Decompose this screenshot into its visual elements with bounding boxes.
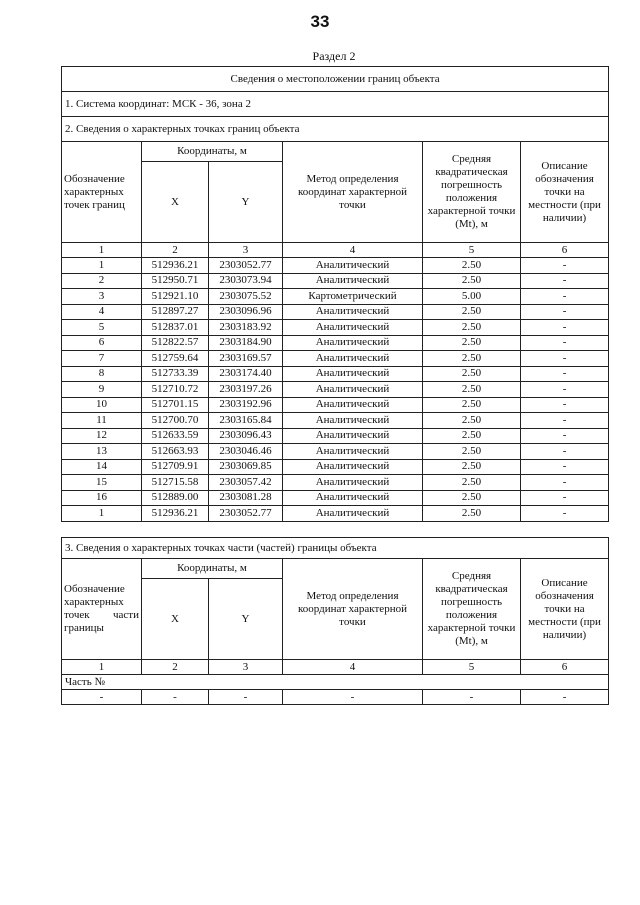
table-row	[62, 413, 609, 429]
method: Аналитический	[283, 304, 423, 320]
point-number: 14	[62, 459, 142, 475]
error: 2.50	[423, 506, 521, 522]
header-coords: Координаты, м	[142, 142, 283, 162]
coord-x: 512733.39	[142, 366, 209, 382]
point-number: 6	[62, 335, 142, 351]
header-error-part: Средняя квадратическая погрешность положения характерной точки (Mt), м	[423, 559, 521, 660]
method: Аналитический	[283, 320, 423, 336]
part-cell: -	[142, 690, 209, 705]
column-number: 3	[209, 243, 283, 258]
description: -	[521, 444, 609, 460]
header-description: Описание обозначения точки на местности (при наличии)	[521, 142, 609, 243]
method: Аналитический	[283, 444, 423, 460]
error: 2.50	[423, 304, 521, 320]
coord-x: 512837.01	[142, 320, 209, 336]
header-method-part: Метод определения координат характерной точки	[283, 559, 423, 660]
table-row	[62, 397, 609, 413]
error: 2.50	[423, 335, 521, 351]
column-number: 1	[62, 660, 142, 675]
description: -	[521, 366, 609, 382]
header-coords-part: Координаты, м	[142, 559, 283, 579]
description: -	[521, 459, 609, 475]
part-label: Часть №	[62, 675, 609, 690]
point-number: 8	[62, 366, 142, 382]
coord-x: 512921.10	[142, 289, 209, 305]
method: Аналитический	[283, 335, 423, 351]
coord-y: 2303052.77	[209, 506, 283, 522]
table-row	[62, 459, 609, 475]
header-description-part: Описание обозначения точки на местности (при наличии)	[521, 559, 609, 660]
method: Аналитический	[283, 273, 423, 289]
method: Аналитический	[283, 382, 423, 398]
page-number: 33	[310, 12, 330, 31]
description: -	[521, 475, 609, 491]
description: -	[521, 335, 609, 351]
error: 2.50	[423, 413, 521, 429]
coord-y: 2303096.43	[209, 428, 283, 444]
section-label: Раздел 2	[312, 49, 356, 63]
point-number: 11	[62, 413, 142, 429]
coord-x: 512710.72	[142, 382, 209, 398]
column-number: 5	[423, 660, 521, 675]
description: -	[521, 413, 609, 429]
table-row	[62, 428, 609, 444]
column-number: 6	[521, 660, 609, 675]
header-designation-part: Обозначение характерных точек части границы	[62, 559, 142, 660]
coord-x: 512936.21	[142, 506, 209, 522]
point-number: 4	[62, 304, 142, 320]
header-x-part: X	[142, 579, 209, 660]
coord-y: 2303073.94	[209, 273, 283, 289]
table-row	[62, 320, 609, 336]
coord-y: 2303192.96	[209, 397, 283, 413]
coord-y: 2303096.96	[209, 304, 283, 320]
boundary-table	[61, 66, 609, 522]
method: Аналитический	[283, 428, 423, 444]
table-row	[62, 304, 609, 320]
coord-y: 2303069.85	[209, 459, 283, 475]
description: -	[521, 320, 609, 336]
table-row	[62, 351, 609, 367]
coord-x: 512897.27	[142, 304, 209, 320]
coord-x: 512633.59	[142, 428, 209, 444]
description: -	[521, 258, 609, 274]
table-title: Сведения о местоположении границ объекта	[62, 67, 609, 92]
table-row	[62, 475, 609, 491]
header-y: Y	[209, 162, 283, 243]
column-number: 4	[283, 660, 423, 675]
table-row	[62, 366, 609, 382]
method: Картометрический	[283, 289, 423, 305]
error: 2.50	[423, 351, 521, 367]
part-cell: -	[283, 690, 423, 705]
description: -	[521, 289, 609, 305]
coord-x: 512889.00	[142, 490, 209, 506]
method: Аналитический	[283, 258, 423, 274]
error: 2.50	[423, 397, 521, 413]
method: Аналитический	[283, 506, 423, 522]
table-row	[62, 273, 609, 289]
section2-title: 2. Сведения о характерных точках границ объекта	[62, 117, 609, 142]
part-cell: -	[521, 690, 609, 705]
method: Аналитический	[283, 459, 423, 475]
header-y-part: Y	[209, 579, 283, 660]
coord-x: 512936.21	[142, 258, 209, 274]
description: -	[521, 382, 609, 398]
table-row	[62, 444, 609, 460]
coord-y: 2303075.52	[209, 289, 283, 305]
error: 2.50	[423, 258, 521, 274]
table-row	[62, 289, 609, 305]
section3-title: 3. Сведения о характерных точках части (частей) границы объекта	[62, 538, 609, 559]
table-row	[62, 258, 609, 274]
coord-y: 2303169.57	[209, 351, 283, 367]
coord-y: 2303174.40	[209, 366, 283, 382]
coord-x: 512709.91	[142, 459, 209, 475]
coord-x: 512663.93	[142, 444, 209, 460]
table-row	[62, 490, 609, 506]
point-number: 10	[62, 397, 142, 413]
header-designation: Обозначение характерных точек границ	[62, 142, 142, 243]
description: -	[521, 304, 609, 320]
error: 2.50	[423, 273, 521, 289]
table-row	[62, 382, 609, 398]
point-number: 2	[62, 273, 142, 289]
coord-y: 2303052.77	[209, 258, 283, 274]
error: 2.50	[423, 382, 521, 398]
description: -	[521, 351, 609, 367]
point-number: 5	[62, 320, 142, 336]
point-number: 12	[62, 428, 142, 444]
description: -	[521, 273, 609, 289]
coord-x: 512715.58	[142, 475, 209, 491]
point-number: 13	[62, 444, 142, 460]
column-number: 5	[423, 243, 521, 258]
column-number: 6	[521, 243, 609, 258]
method: Аналитический	[283, 397, 423, 413]
point-number: 1	[62, 506, 142, 522]
method: Аналитический	[283, 490, 423, 506]
error: 2.50	[423, 366, 521, 382]
method: Аналитический	[283, 475, 423, 491]
coord-y: 2303057.42	[209, 475, 283, 491]
table-row	[62, 506, 609, 522]
description: -	[521, 490, 609, 506]
coord-x: 512822.57	[142, 335, 209, 351]
error: 2.50	[423, 428, 521, 444]
description: -	[521, 428, 609, 444]
description: -	[521, 506, 609, 522]
part-cell: -	[423, 690, 521, 705]
point-number: 1	[62, 258, 142, 274]
point-number: 9	[62, 382, 142, 398]
column-number: 2	[142, 243, 209, 258]
coord-x: 512950.71	[142, 273, 209, 289]
part-boundary-table	[61, 537, 609, 705]
part-cell: -	[62, 690, 142, 705]
table-row	[62, 335, 609, 351]
error: 2.50	[423, 475, 521, 491]
error: 2.50	[423, 490, 521, 506]
coord-x: 512759.64	[142, 351, 209, 367]
description: -	[521, 397, 609, 413]
point-number: 16	[62, 490, 142, 506]
coord-y: 2303046.46	[209, 444, 283, 460]
coord-y: 2303165.84	[209, 413, 283, 429]
method: Аналитический	[283, 351, 423, 367]
header-x: X	[142, 162, 209, 243]
coord-y: 2303183.92	[209, 320, 283, 336]
header-error: Средняя квадратическая погрешность положения характерной точки (Mt), м	[423, 142, 521, 243]
column-number: 4	[283, 243, 423, 258]
error: 2.50	[423, 320, 521, 336]
header-method: Метод определения координат характерной точки	[283, 142, 423, 243]
error: 2.50	[423, 444, 521, 460]
part-cell: -	[209, 690, 283, 705]
error: 2.50	[423, 459, 521, 475]
coord-x: 512700.70	[142, 413, 209, 429]
method: Аналитический	[283, 413, 423, 429]
coord-y: 2303197.26	[209, 382, 283, 398]
column-number: 2	[142, 660, 209, 675]
error: 5.00	[423, 289, 521, 305]
column-number: 1	[62, 243, 142, 258]
point-number: 3	[62, 289, 142, 305]
method: Аналитический	[283, 366, 423, 382]
column-number: 3	[209, 660, 283, 675]
point-number: 15	[62, 475, 142, 491]
coord-y: 2303081.28	[209, 490, 283, 506]
coord-y: 2303184.90	[209, 335, 283, 351]
point-number: 7	[62, 351, 142, 367]
coord-system: 1. Система координат: МСК - 36, зона 2	[62, 92, 609, 117]
coord-x: 512701.15	[142, 397, 209, 413]
